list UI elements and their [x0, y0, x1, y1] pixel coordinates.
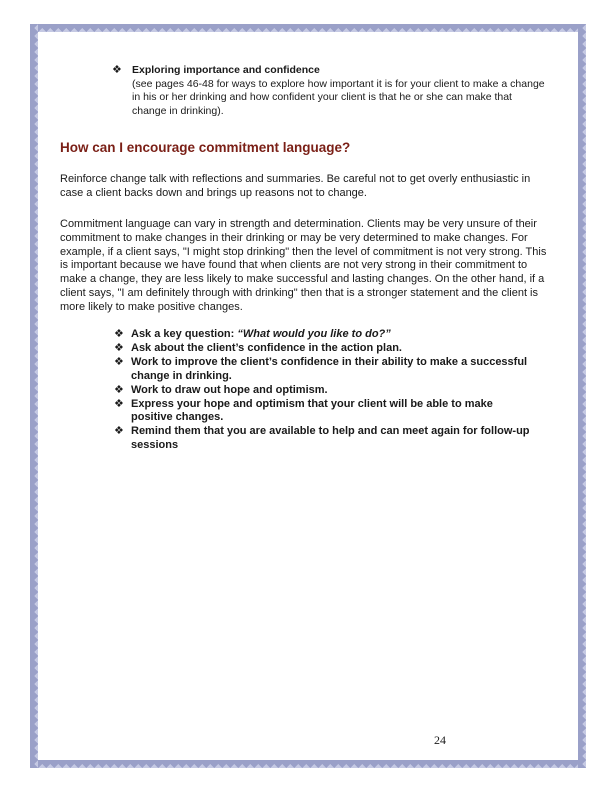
- list-item-text: Work to improve the client’s confidence in their ability to make a successful change in drinking.: [131, 355, 528, 382]
- diamond-bullet-icon: ❖: [114, 425, 124, 438]
- list-item-text: Remind them that you are available to help and can meet again for follow-up sessions: [131, 425, 530, 452]
- paragraph-1: Reinforce change talk with reflections and summaries. Be careful not to get overly enthusiastic in case a client backs down and brings up reasons not to change.: [60, 173, 531, 199]
- list-item: [114, 384, 534, 398]
- page-border-left: [30, 24, 38, 768]
- list-item-text: Work to draw out hope and optimism.: [131, 383, 328, 396]
- list-item: [114, 342, 534, 356]
- page-border-right: [578, 24, 586, 768]
- paragraph-2: Commitment language can vary in strength and determination. Clients may be very unsure of their commitment to make changes in their drinking or may be very determined to make changes. For example, if a client says, "I might stop drinking" then the level of commitment is not very strong. This is important because we have found that when clients are not very strong in their commitment to make a change, they are less likely to make successful and lasting changes. On the other hand, if a client says, "I am definitely through with drinking" then that is a stronger statement and the client is more likely to make positive changes.: [60, 218, 547, 313]
- list-item: [114, 356, 534, 384]
- list-item-text: Express your hope and optimism that your client will be able to make positive changes.: [131, 397, 493, 424]
- bullet-list: [114, 328, 534, 453]
- diamond-bullet-icon: ❖: [114, 355, 124, 368]
- list-item-text: Ask about the client’s confidence in the action plan.: [131, 341, 402, 354]
- list-item: [114, 425, 534, 453]
- top-bullet-text: (see pages 46-48 for ways to explore how important it is for your client to make a change in his or her drinking and how confident your client is that he or she can make that change in drinking).: [132, 77, 545, 117]
- diamond-bullet-icon: ❖: [114, 383, 124, 396]
- top-bullet: [114, 64, 546, 118]
- page-border-bottom: [30, 760, 586, 768]
- page-number: 24: [434, 733, 446, 747]
- key-question: “What would you like to do?”: [237, 328, 391, 340]
- top-bullet-title: Exploring importance and confidence: [132, 64, 320, 76]
- list-item-text: Ask a key question:: [131, 328, 238, 340]
- diamond-bullet-icon: ❖: [112, 64, 122, 76]
- diamond-bullet-icon: ❖: [114, 328, 124, 340]
- list-item: [114, 398, 534, 426]
- diamond-bullet-icon: ❖: [114, 397, 124, 410]
- page-border-top: [30, 24, 586, 32]
- section-heading: How can I encourage commitment language?: [60, 140, 351, 155]
- diamond-bullet-icon: ❖: [114, 341, 124, 354]
- list-item: [114, 328, 534, 342]
